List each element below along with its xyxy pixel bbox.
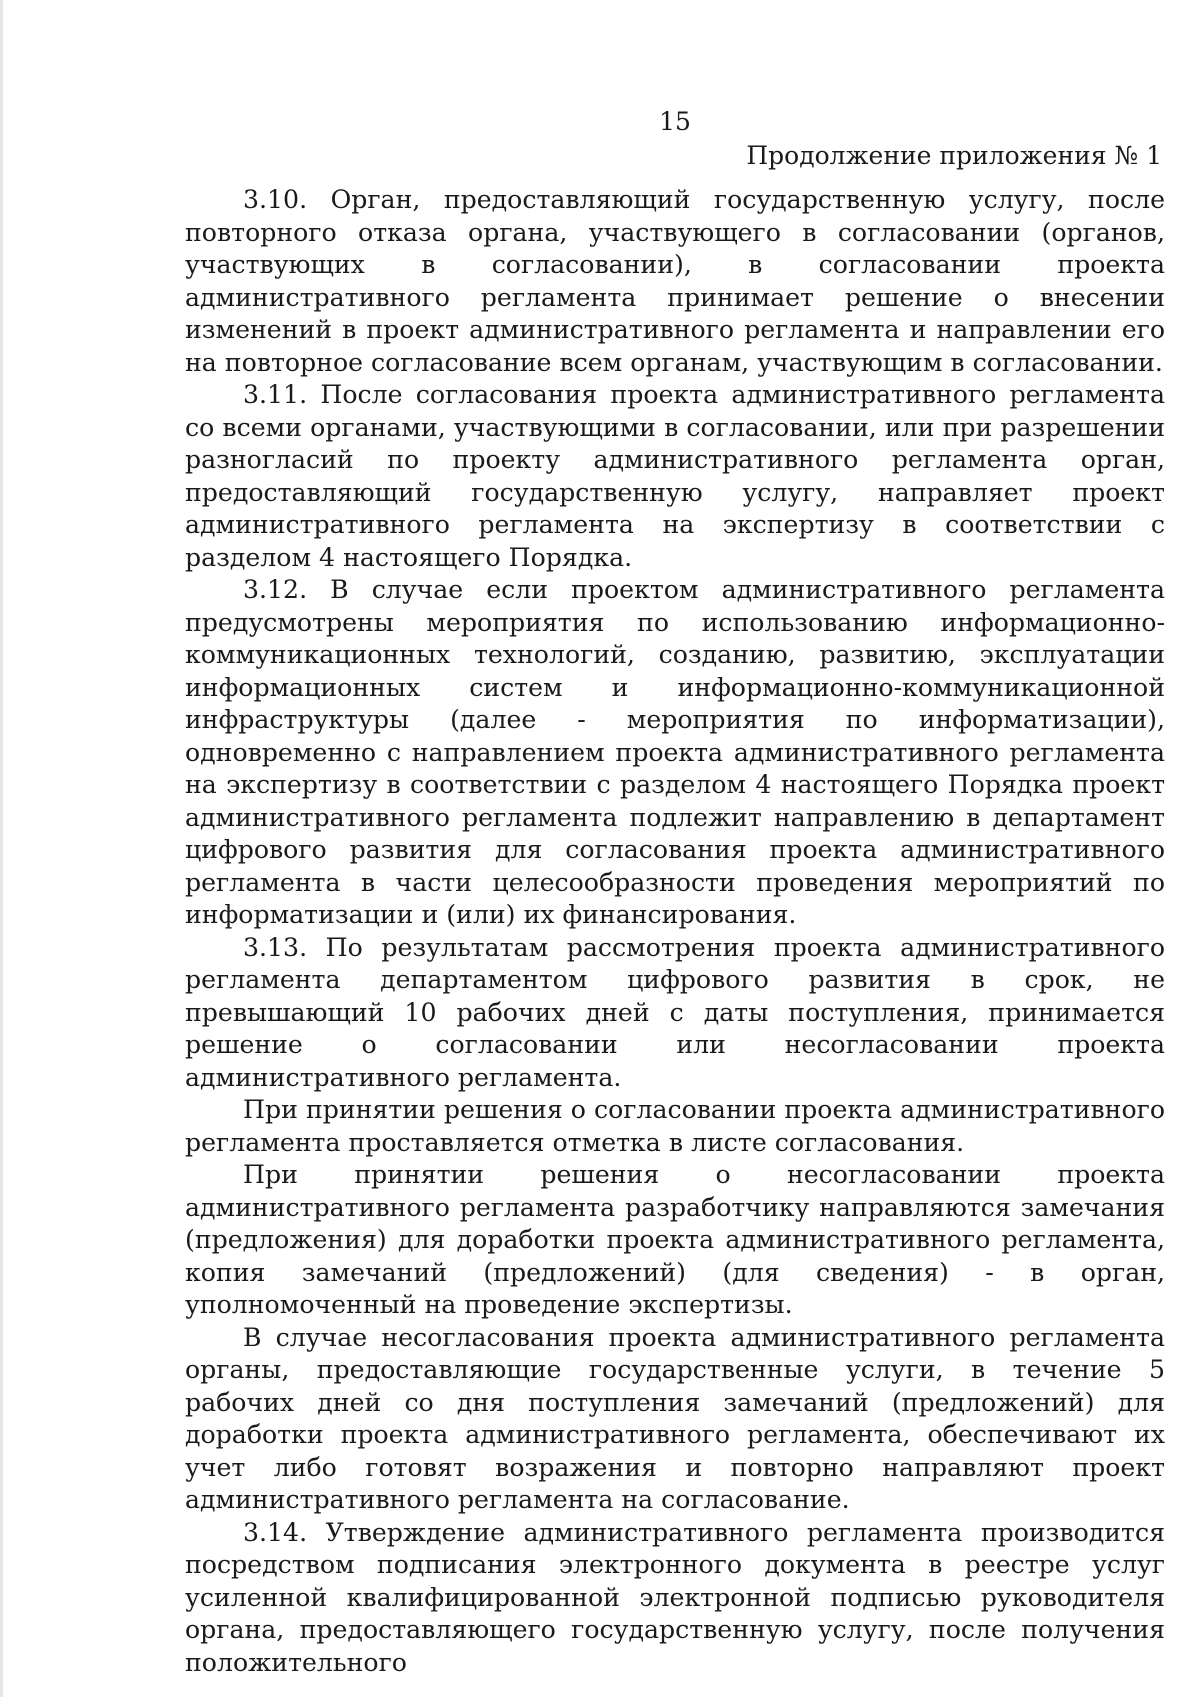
page-number: 15 — [659, 107, 691, 136]
document-body — [185, 184, 1165, 1679]
paragraph-3-13: 3.13. По результатам рассмотрения проекта административного регламента департаментом цифрового развития в срок, не превышающий 10 рабочих дней с даты поступления, принимается решение о согласовании или несогласовании проекта административного регламента. — [185, 932, 1165, 1092]
paragraph-disapproval: При принятии решения о несогласовании проекта административного регламента разработчику направляются замечания (предложения) для доработки проекта административного регламента, копия замечаний (предложений) (для сведения) - в орган, уполномоченный на проведение экспертизы. — [185, 1160, 1165, 1319]
paragraph-revision: В случае несогласования проекта административного регламента органы, предоставляющие государственные услуги, в течение 5 рабочих дней со дня поступления замечаний (предложений) для доработки проекта административного регламента, обеспечивают их учет либо готовят возражения и повторно направляют проект административного регламента на согласование. — [185, 1322, 1165, 1514]
paragraph-3-12: 3.12. В случае если проектом административного регламента предусмотрены мероприятия по использованию информационно-коммуникационных технологий, созданию, развитию, эксплуатации информационных систем и информационно-коммуникационной инфраструктуры (далее - мероприятия по информатизации), одновременно с направлением проекта административного регламента на экспертизу в соответствии с разделом 4 настоящего Порядка проект административного регламента подлежит направлению в департамент цифрового развития для согласования проекта административного регламента в части целесообразности проведения мероприятий по информатизации и (или) их финансирования. — [185, 575, 1165, 929]
appendix-continuation-note: Продолжение приложения № 1 — [746, 141, 1162, 170]
paragraph-3-14: 3.14. Утверждение административного регламента производится посредством подписания электронного документа в реестре услуг усиленной квалифицированной электронной подписью руководителя органа, предоставляющего государственную услугу, после получения положительного — [185, 1517, 1165, 1677]
scan-edge — [0, 0, 3, 1697]
paragraph-approval: При принятии решения о согласовании проекта административного регламента проставляется отметка в листе согласования. — [185, 1095, 1165, 1157]
paragraph-3-10: 3.10. Орган, предоставляющий государственную услугу, после повторного отказа органа, участвующего в согласовании (органов, участвующих в согласовании), в согласовании проекта административного регламента принимает решение о внесении изменений в проект административного регламента и направлении его на повторное согласование всем органам, участвующим в согласовании. — [185, 185, 1165, 377]
page-number-container — [0, 106, 1200, 138]
paragraph-3-11: 3.11. После согласования проекта административного регламента со всеми органами, участвующими в согласовании, или при разрешении разногласий по проекту административного регламента орган, предоставляющий государственную услугу, направляет проект административного регламента на экспертизу в соответствии с разделом 4 настоящего Порядка. — [185, 380, 1165, 572]
